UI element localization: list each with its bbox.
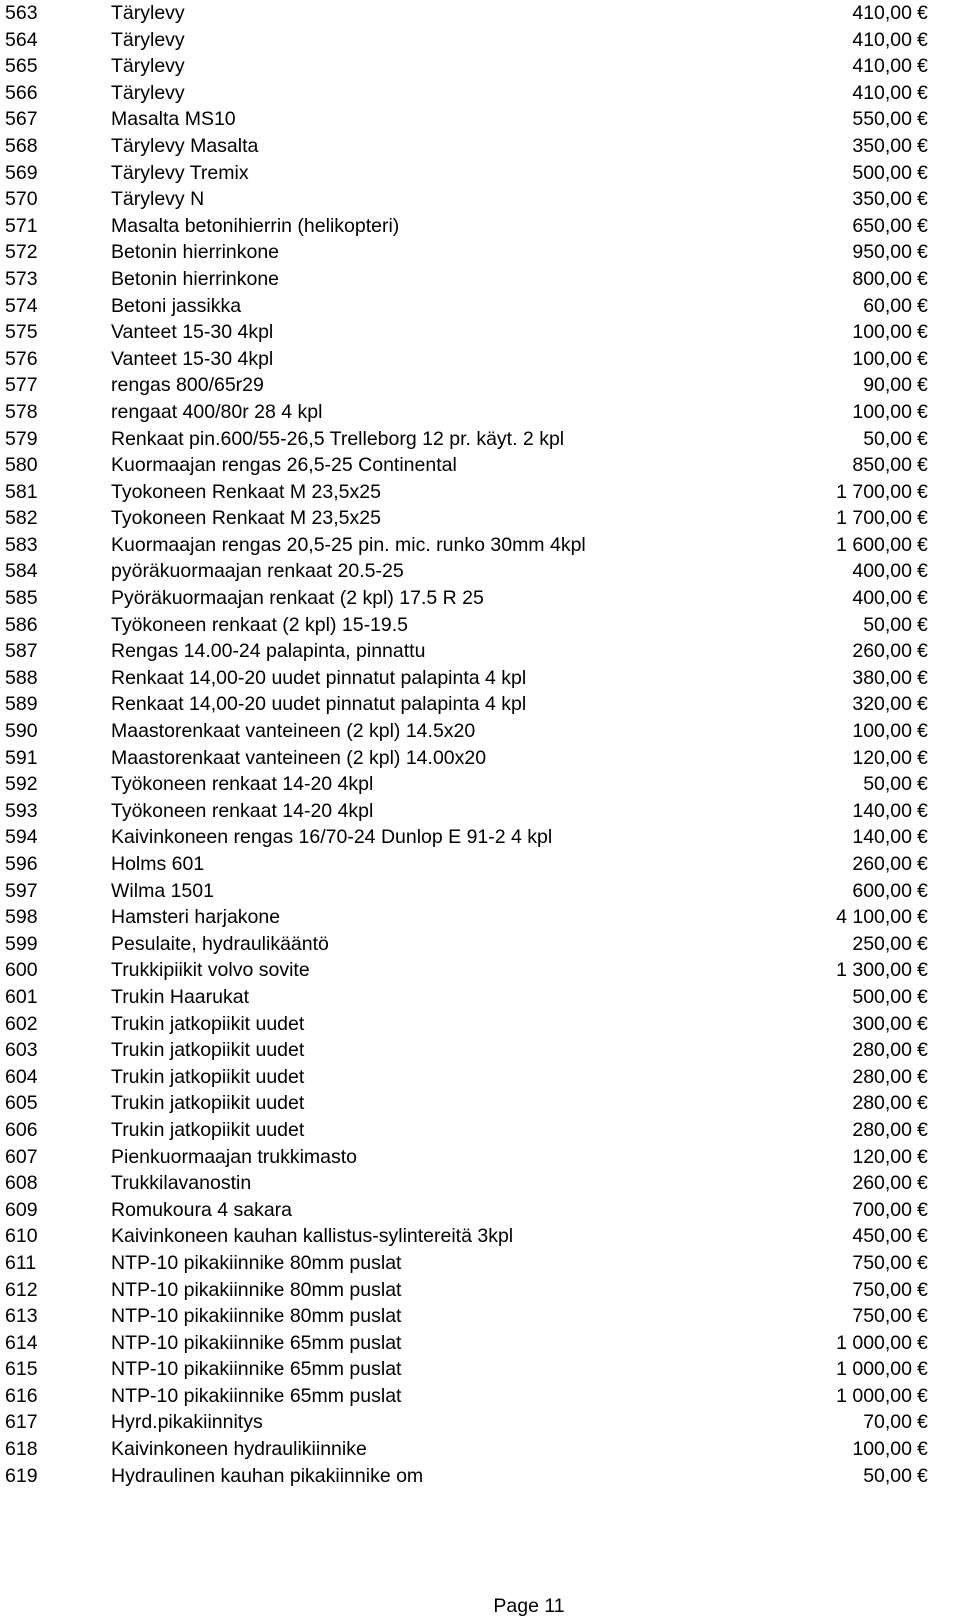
item-price: 50,00: [863, 427, 912, 450]
euro-symbol: €: [917, 81, 928, 104]
list-item: [0, 904, 960, 931]
item-price: 1 600,00: [836, 533, 912, 556]
euro-symbol: €: [917, 1118, 928, 1141]
item-number: 604: [5, 1065, 38, 1088]
item-price: 50,00: [863, 1464, 912, 1487]
item-price: 1 000,00: [836, 1331, 912, 1354]
item-description: Wilma 1501: [111, 879, 214, 902]
item-number: 613: [5, 1305, 38, 1328]
list-item: [0, 186, 960, 213]
item-description: Hyrd.pikakiinnitys: [111, 1411, 263, 1434]
euro-symbol: €: [917, 985, 928, 1008]
list-item: [0, 1170, 960, 1197]
euro-symbol: €: [917, 267, 928, 290]
item-description: Hydraulinen kauhan pikakiinnike om: [111, 1464, 424, 1487]
item-price: 500,00: [852, 161, 912, 184]
item-description: NTP-10 pikakiinnike 80mm puslat: [111, 1278, 402, 1301]
item-price: 410,00: [852, 55, 912, 78]
item-description: Tärylevy: [111, 81, 185, 104]
item-number: 578: [5, 400, 38, 423]
list-item: [0, 213, 960, 240]
euro-symbol: €: [917, 347, 928, 370]
item-price: 100,00: [852, 720, 912, 743]
euro-symbol: €: [917, 1411, 928, 1434]
euro-symbol: €: [917, 480, 928, 503]
item-number: 607: [5, 1145, 38, 1168]
list-item: [0, 53, 960, 80]
item-price: 100,00: [852, 347, 912, 370]
item-number: 582: [5, 507, 38, 530]
item-description: Tärylevy: [111, 55, 185, 78]
item-price: 380,00: [852, 666, 912, 689]
item-description: Tärylevy Tremix: [111, 161, 249, 184]
item-price: 140,00: [852, 799, 912, 822]
item-number: 566: [5, 81, 38, 104]
item-description: Kaivinkoneen kauhan kallistus-sylintereitä 3kpl: [111, 1225, 514, 1248]
item-number: 597: [5, 879, 38, 902]
list-item: [0, 1383, 960, 1410]
euro-symbol: €: [917, 454, 928, 477]
list-item: [0, 745, 960, 772]
item-price: 4 100,00: [836, 906, 912, 929]
list-item: [0, 718, 960, 745]
item-price: 50,00: [863, 613, 912, 636]
item-description: Trukin Haarukat: [111, 985, 249, 1008]
item-price: 280,00: [852, 1092, 912, 1115]
list-item: [0, 160, 960, 187]
list-item: [0, 1011, 960, 1038]
item-description: Kaivinkoneen rengas 16/70-24 Dunlop E 91-2 4 kpl: [111, 826, 553, 849]
item-price: 950,00: [852, 241, 912, 264]
euro-symbol: €: [917, 906, 928, 929]
euro-symbol: €: [917, 587, 928, 610]
item-price: 400,00: [852, 587, 912, 610]
item-price: 260,00: [852, 640, 912, 663]
item-number: 579: [5, 427, 38, 450]
item-description: Tärylevy: [111, 2, 185, 24]
item-number: 594: [5, 826, 38, 849]
item-description: Tyokoneen Renkaat M 23,5x25: [111, 507, 381, 530]
item-price: 260,00: [852, 853, 912, 875]
item-number: 602: [5, 1012, 38, 1035]
list-item: [0, 1037, 960, 1064]
item-number: 574: [5, 294, 38, 317]
list-item: [0, 691, 960, 718]
item-number: 572: [5, 241, 38, 264]
euro-symbol: €: [917, 1438, 928, 1461]
item-description: Kuormaajan rengas 20,5-25 pin. mic. runko 30mm 4kpl: [111, 533, 586, 556]
item-number: 618: [5, 1438, 38, 1461]
item-description: Pyöräkuormaajan renkaat (2 kpl) 17.5 R 25: [111, 587, 484, 610]
item-description: Tärylevy: [111, 28, 185, 51]
list-item: [0, 319, 960, 346]
item-price: 750,00: [852, 1305, 912, 1328]
item-number: 571: [5, 214, 38, 237]
list-item: [0, 1463, 960, 1490]
euro-symbol: €: [917, 55, 928, 78]
euro-symbol: €: [917, 1012, 928, 1035]
item-description: Betonin hierrinkone: [111, 241, 280, 264]
item-description: Masalta MS10: [111, 108, 236, 131]
item-price: 410,00: [852, 81, 912, 104]
item-number: 596: [5, 853, 38, 875]
item-description: Renkaat pin.600/55-26,5 Trelleborg 12 pr. käyt. 2 kpl: [111, 427, 565, 450]
item-price: 1 700,00: [836, 507, 912, 530]
list-item: [0, 479, 960, 506]
list-item: [0, 1117, 960, 1144]
item-description: Pienkuormaajan trukkimasto: [111, 1145, 358, 1168]
item-number: 575: [5, 321, 38, 344]
item-number: 583: [5, 533, 38, 556]
item-price: 850,00: [852, 454, 912, 477]
list-item: [0, 931, 960, 958]
item-description: Holms 601: [111, 853, 205, 875]
item-price: 100,00: [852, 1438, 912, 1461]
list-item: [0, 798, 960, 825]
euro-symbol: €: [917, 1039, 928, 1062]
list-item: [0, 1064, 960, 1091]
item-description: Trukin jatkopiikit uudet: [111, 1039, 305, 1062]
item-description: Trukin jatkopiikit uudet: [111, 1092, 305, 1115]
item-number: 577: [5, 374, 38, 397]
item-number: 585: [5, 587, 38, 610]
euro-symbol: €: [917, 1172, 928, 1195]
item-description: Tärylevy N: [111, 188, 205, 211]
item-price: 100,00: [852, 400, 912, 423]
list-item: [0, 851, 960, 878]
item-description: Renkaat 14,00-20 uudet pinnatut palapinta 4 kpl: [111, 693, 527, 716]
item-description: Trukin jatkopiikit uudet: [111, 1065, 305, 1088]
item-price: 60,00: [863, 294, 912, 317]
item-number: 601: [5, 985, 38, 1008]
item-description: Kaivinkoneen hydraulikiinnike: [111, 1438, 367, 1461]
item-number: 606: [5, 1118, 38, 1141]
euro-symbol: €: [917, 826, 928, 849]
list-item: [0, 1303, 960, 1330]
item-price: 700,00: [852, 1198, 912, 1221]
item-description: Renkaat 14,00-20 uudet pinnatut palapinta 4 kpl: [111, 666, 527, 689]
item-number: 573: [5, 267, 38, 290]
list-item: [0, 239, 960, 266]
item-price: 100,00: [852, 321, 912, 344]
item-description: Työkoneen renkaat 14-20 4kpl: [111, 773, 374, 796]
item-price: 280,00: [852, 1039, 912, 1062]
list-item: [0, 1090, 960, 1117]
euro-symbol: €: [917, 1092, 928, 1115]
list-item: [0, 1436, 960, 1463]
item-number: 563: [5, 2, 38, 24]
list-item: [0, 452, 960, 479]
euro-symbol: €: [917, 374, 928, 397]
euro-symbol: €: [917, 108, 928, 131]
list-item: [0, 0, 960, 27]
list-item: [0, 638, 960, 665]
item-price: 500,00: [852, 985, 912, 1008]
item-price: 120,00: [852, 1145, 912, 1168]
item-description: Pesulaite, hydraulikääntö: [111, 932, 329, 955]
list-item: [0, 771, 960, 798]
euro-symbol: €: [917, 720, 928, 743]
euro-symbol: €: [917, 161, 928, 184]
item-description: Trukin jatkopiikit uudet: [111, 1012, 305, 1035]
item-number: 610: [5, 1225, 38, 1248]
item-number: 616: [5, 1384, 38, 1407]
page-number: Page 11: [493, 1595, 565, 1617]
item-price: 410,00: [852, 28, 912, 51]
item-price: 600,00: [852, 879, 912, 902]
page-footer: [0, 1594, 960, 1618]
item-description: Tyokoneen Renkaat M 23,5x25: [111, 480, 381, 503]
item-description: Trukkilavanostin: [111, 1172, 252, 1195]
list-item: [0, 266, 960, 293]
euro-symbol: €: [917, 746, 928, 769]
euro-symbol: €: [917, 507, 928, 530]
item-description: Betoni jassikka: [111, 294, 242, 317]
euro-symbol: €: [917, 932, 928, 955]
item-number: 592: [5, 773, 38, 796]
euro-symbol: €: [917, 321, 928, 344]
item-number: 576: [5, 347, 38, 370]
list-item: [0, 1250, 960, 1277]
item-number: 617: [5, 1411, 38, 1434]
euro-symbol: €: [917, 400, 928, 423]
item-number: 565: [5, 55, 38, 78]
item-price: 410,00: [852, 2, 912, 24]
item-price: 260,00: [852, 1172, 912, 1195]
item-description: Vanteet 15-30 4kpl: [111, 321, 274, 344]
item-price: 90,00: [863, 374, 912, 397]
item-number: 612: [5, 1278, 38, 1301]
item-price: 400,00: [852, 560, 912, 583]
item-description: rengaat 400/80r 28 4 kpl: [111, 400, 323, 423]
item-number: 581: [5, 480, 38, 503]
euro-symbol: €: [917, 2, 928, 24]
item-number: 568: [5, 134, 38, 157]
list-item: [0, 532, 960, 559]
euro-symbol: €: [917, 879, 928, 902]
list-item: [0, 1223, 960, 1250]
list-item: [0, 106, 960, 133]
item-price: 50,00: [863, 773, 912, 796]
euro-symbol: €: [917, 1278, 928, 1301]
list-item: [0, 426, 960, 453]
list-item: [0, 585, 960, 612]
item-description: Työkoneen renkaat 14-20 4kpl: [111, 799, 374, 822]
item-description: Tärylevy Masalta: [111, 134, 259, 157]
item-description: Työkoneen renkaat (2 kpl) 15-19.5: [111, 613, 409, 636]
item-number: 589: [5, 693, 38, 716]
item-number: 593: [5, 799, 38, 822]
list-item: [0, 558, 960, 585]
item-description: Betonin hierrinkone: [111, 267, 280, 290]
euro-symbol: €: [917, 1358, 928, 1381]
item-description: NTP-10 pikakiinnike 65mm puslat: [111, 1331, 402, 1354]
euro-symbol: €: [917, 799, 928, 822]
item-number: 605: [5, 1092, 38, 1115]
item-number: 609: [5, 1198, 38, 1221]
euro-symbol: €: [917, 640, 928, 663]
item-number: 600: [5, 959, 38, 982]
item-description: Kuormaajan rengas 26,5-25 Continental: [111, 454, 457, 477]
list-item: [0, 293, 960, 320]
item-number: 603: [5, 1039, 38, 1062]
list-item: [0, 1356, 960, 1383]
item-number: 599: [5, 932, 38, 955]
item-number: 586: [5, 613, 38, 636]
list-item: [0, 878, 960, 905]
item-price: 350,00: [852, 134, 912, 157]
item-price: 450,00: [852, 1225, 912, 1248]
list-item: [0, 612, 960, 639]
euro-symbol: €: [917, 241, 928, 264]
item-price: 250,00: [852, 932, 912, 955]
euro-symbol: €: [917, 533, 928, 556]
euro-symbol: €: [917, 666, 928, 689]
item-description: Maastorenkaat vanteineen (2 kpl) 14.5x20: [111, 720, 476, 743]
item-number: 584: [5, 560, 38, 583]
item-number: 591: [5, 746, 38, 769]
item-number: 567: [5, 108, 38, 131]
euro-symbol: €: [917, 1464, 928, 1487]
list-item: [0, 27, 960, 54]
euro-symbol: €: [917, 1251, 928, 1274]
item-price: 1 700,00: [836, 480, 912, 503]
list-item: [0, 505, 960, 532]
item-description: Hamsteri harjakone: [111, 906, 281, 929]
item-price: 750,00: [852, 1278, 912, 1301]
item-number: 590: [5, 720, 38, 743]
item-description: Vanteet 15-30 4kpl: [111, 347, 274, 370]
item-price: 300,00: [852, 1012, 912, 1035]
item-price: 800,00: [852, 267, 912, 290]
euro-symbol: €: [917, 693, 928, 716]
list-item: [0, 133, 960, 160]
euro-symbol: €: [917, 214, 928, 237]
euro-symbol: €: [917, 28, 928, 51]
item-price: 750,00: [852, 1251, 912, 1274]
item-number: 580: [5, 454, 38, 477]
euro-symbol: €: [917, 188, 928, 211]
item-price: 1 300,00: [836, 959, 912, 982]
euro-symbol: €: [917, 853, 928, 875]
euro-symbol: €: [917, 427, 928, 450]
item-description: pyöräkuormaajan renkaat 20.5-25: [111, 560, 404, 583]
item-number: 619: [5, 1464, 38, 1487]
item-description: NTP-10 pikakiinnike 80mm puslat: [111, 1305, 402, 1328]
item-price: 280,00: [852, 1118, 912, 1141]
item-number: 570: [5, 188, 38, 211]
list-item: [0, 399, 960, 426]
item-number: 608: [5, 1172, 38, 1195]
euro-symbol: €: [917, 959, 928, 982]
item-price: 350,00: [852, 188, 912, 211]
item-price: 120,00: [852, 746, 912, 769]
euro-symbol: €: [917, 1384, 928, 1407]
item-price: 320,00: [852, 693, 912, 716]
list-item: [0, 1197, 960, 1224]
euro-symbol: €: [917, 1305, 928, 1328]
list-item: [0, 372, 960, 399]
euro-symbol: €: [917, 1065, 928, 1088]
item-description: NTP-10 pikakiinnike 65mm puslat: [111, 1358, 402, 1381]
list-item: [0, 665, 960, 692]
item-number: 569: [5, 161, 38, 184]
item-number: 598: [5, 906, 38, 929]
list-item: [0, 1330, 960, 1357]
list-item: [0, 824, 960, 851]
item-description: Romukoura 4 sakara: [111, 1198, 293, 1221]
item-number: 588: [5, 666, 38, 689]
item-description: NTP-10 pikakiinnike 65mm puslat: [111, 1384, 402, 1407]
item-number: 587: [5, 640, 38, 663]
item-price: 650,00: [852, 214, 912, 237]
euro-symbol: €: [917, 294, 928, 317]
euro-symbol: €: [917, 613, 928, 636]
euro-symbol: €: [917, 560, 928, 583]
item-number: 615: [5, 1358, 38, 1381]
item-price: 550,00: [852, 108, 912, 131]
item-price: 1 000,00: [836, 1358, 912, 1381]
euro-symbol: €: [917, 773, 928, 796]
list-item: [0, 80, 960, 107]
item-description: Maastorenkaat vanteineen (2 kpl) 14.00x20: [111, 746, 487, 769]
item-description: Rengas 14.00-24 palapinta, pinnattu: [111, 640, 426, 663]
list-item: [0, 346, 960, 373]
item-description: Trukin jatkopiikit uudet: [111, 1118, 305, 1141]
list-item: [0, 957, 960, 984]
list-item: [0, 1277, 960, 1304]
item-price: 140,00: [852, 826, 912, 849]
euro-symbol: €: [917, 1331, 928, 1354]
item-description: NTP-10 pikakiinnike 80mm puslat: [111, 1251, 402, 1274]
item-number: 564: [5, 28, 38, 51]
item-number: 611: [5, 1251, 37, 1274]
item-description: rengas 800/65r29: [111, 374, 264, 397]
item-number: 614: [5, 1331, 38, 1354]
item-description: Trukkipiikit volvo sovite: [111, 959, 310, 982]
item-description: Masalta betonihierrin (helikopteri): [111, 214, 400, 237]
item-price: 280,00: [852, 1065, 912, 1088]
list-item: [0, 1144, 960, 1171]
euro-symbol: €: [917, 1198, 928, 1221]
euro-symbol: €: [917, 1145, 928, 1168]
item-price: 1 000,00: [836, 1384, 912, 1407]
list-item: [0, 1409, 960, 1436]
item-price: 70,00: [863, 1411, 912, 1434]
euro-symbol: €: [917, 134, 928, 157]
list-item: [0, 984, 960, 1011]
euro-symbol: €: [917, 1225, 928, 1248]
